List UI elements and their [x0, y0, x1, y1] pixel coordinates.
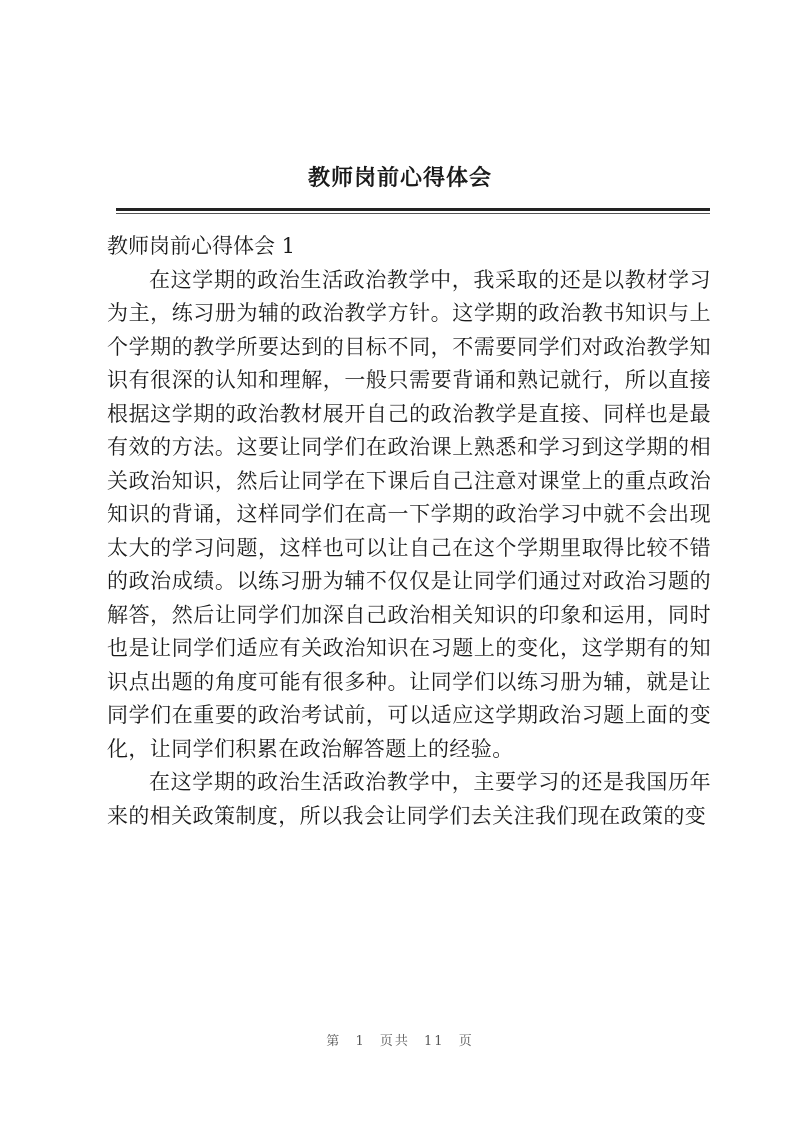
footer-label-di: 第	[326, 1034, 342, 1049]
document-body	[107, 230, 711, 833]
page-footer	[0, 1030, 800, 1049]
paragraph-1: 在这学期的政治生活政治教学中，我采取的还是以教材学习为主，练习册为辅的政治教学方针。这学期的政治教书知识与上个学期的教学所要达到的目标不同，不需要同学们对政治教学知识有很深的认知和理解，一般只需要背诵和熟记就行，所以直接根据这学期的政治教材展开自己的政治教学是直接、同样也是最有效的方法。这要让同学们在政治课上熟悉和学习到这学期的相关政治知识，然后让同学在下课后自己注意对课堂上的重点政治知识的背诵，这样同学们在高一下学期的政治学习中就不会出现太大的学习问题，这样也可以让自己在这个学期里取得比较不错的政治成绩。以练习册为辅不仅仅是让同学们通过对政治习题的解答，然后让同学们加深自己政治相关知识的印象和运用，同时也是让同学们适应有关政治知识在习题上的变化，这学期有的知识点出题的角度可能有很多种。让同学们以练习册为辅，就是让同学们在重要的政治考试前，可以适应这学期政治习题上面的变化，让同学们积累在政治解答题上的经验。	[107, 267, 711, 761]
title-rule-thick	[116, 208, 710, 211]
title-rule-thin	[116, 213, 710, 214]
paragraph-2: 在这学期的政治生活政治教学中，主要学习的还是我国历年来的相关政策制度，所以我会让同学们去关注我们现在政策的变	[107, 770, 711, 828]
footer-page-current: 1	[355, 1034, 366, 1049]
footer-page-total: 11	[424, 1034, 445, 1049]
footer-label-ye-gong: 页共	[379, 1034, 410, 1049]
footer-label-ye: 页	[458, 1034, 474, 1049]
document-title: 教师岗前心得体会	[307, 165, 492, 191]
section-heading: 教师岗前心得体会 1	[107, 234, 296, 258]
